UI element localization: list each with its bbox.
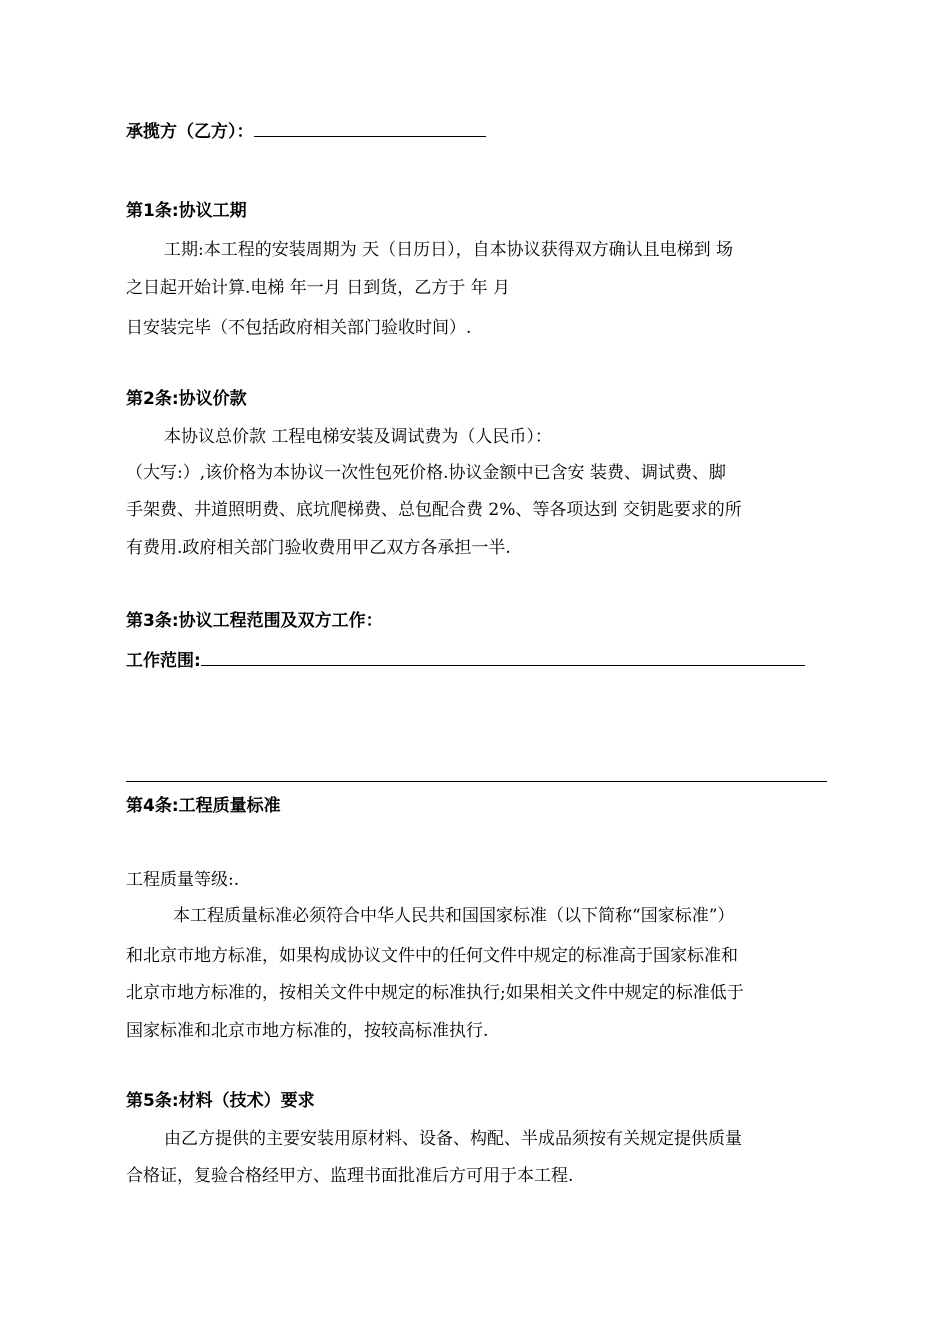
article2-line-3: 手架费、井道照明费、底坑爬梯费、总包配合费 2%、等各项达到 交钥匙要求的所 xyxy=(126,500,742,520)
article2-line-1: 本协议总价款 工程电梯安装及调试费为（人民币）： xyxy=(164,427,552,447)
scope-label: 工作范围: xyxy=(126,651,201,671)
horizontal-rule xyxy=(126,781,827,782)
contractor-blank xyxy=(254,118,486,137)
article5-line-2: 合格证，复验合格经甲方、监理书面批准后方可用于本工程. xyxy=(126,1166,574,1186)
article4-line-2: 和北京市地方标准，如果构成协议文件中的任何文件中规定的标准高于国家标准和 xyxy=(126,946,738,966)
article1-line-2: 之日起开始计算.电梯 年一月 日到货，乙方于 年 月 xyxy=(126,278,511,298)
article2-line-4: 有费用.政府相关部门验收费用甲乙双方各承担一半. xyxy=(126,538,511,558)
article2-heading: 第2条:协议价款 xyxy=(126,389,247,409)
article5-line-1: 由乙方提供的主要安装用原材料、设备、构配、半成品须按有关规定提供质量 xyxy=(164,1129,742,1149)
contractor-label: 承揽方（乙方）： xyxy=(126,122,254,142)
contractor-line xyxy=(126,118,486,144)
article1-line-1: 工期:本工程的安装周期为 天（日历日），自本协议获得双方确认且电梯到 场 xyxy=(164,240,734,260)
article4-line-1: 本工程质量标准必须符合中华人民共和国国家标准（以下简称“国家标准”） xyxy=(173,906,735,926)
article4-heading: 第4条:工程质量标准 xyxy=(126,796,281,816)
article4-line-4: 国家标准和北京市地方标准的，按较高标准执行. xyxy=(126,1021,489,1041)
article5-heading: 第5条:材料（技术）要求 xyxy=(126,1091,315,1111)
article4-line-3: 北京市地方标准的，按相关文件中规定的标准执行;如果相关文件中规定的标准低于 xyxy=(126,983,744,1003)
article1-line-3: 日安装完毕（不包括政府相关部门验收时间）. xyxy=(126,318,472,338)
scope-line xyxy=(126,647,805,673)
article3-heading: 第3条:协议工程范围及双方工作： xyxy=(126,611,383,631)
scope-blank xyxy=(201,647,805,666)
quality-grade-label: 工程质量等级:. xyxy=(126,870,240,890)
article2-line-2: （大写:）,该价格为本协议一次性包死价格.协议金额中已含安 装费、调试费、脚 xyxy=(126,463,726,483)
article1-heading: 第1条:协议工期 xyxy=(126,201,247,221)
